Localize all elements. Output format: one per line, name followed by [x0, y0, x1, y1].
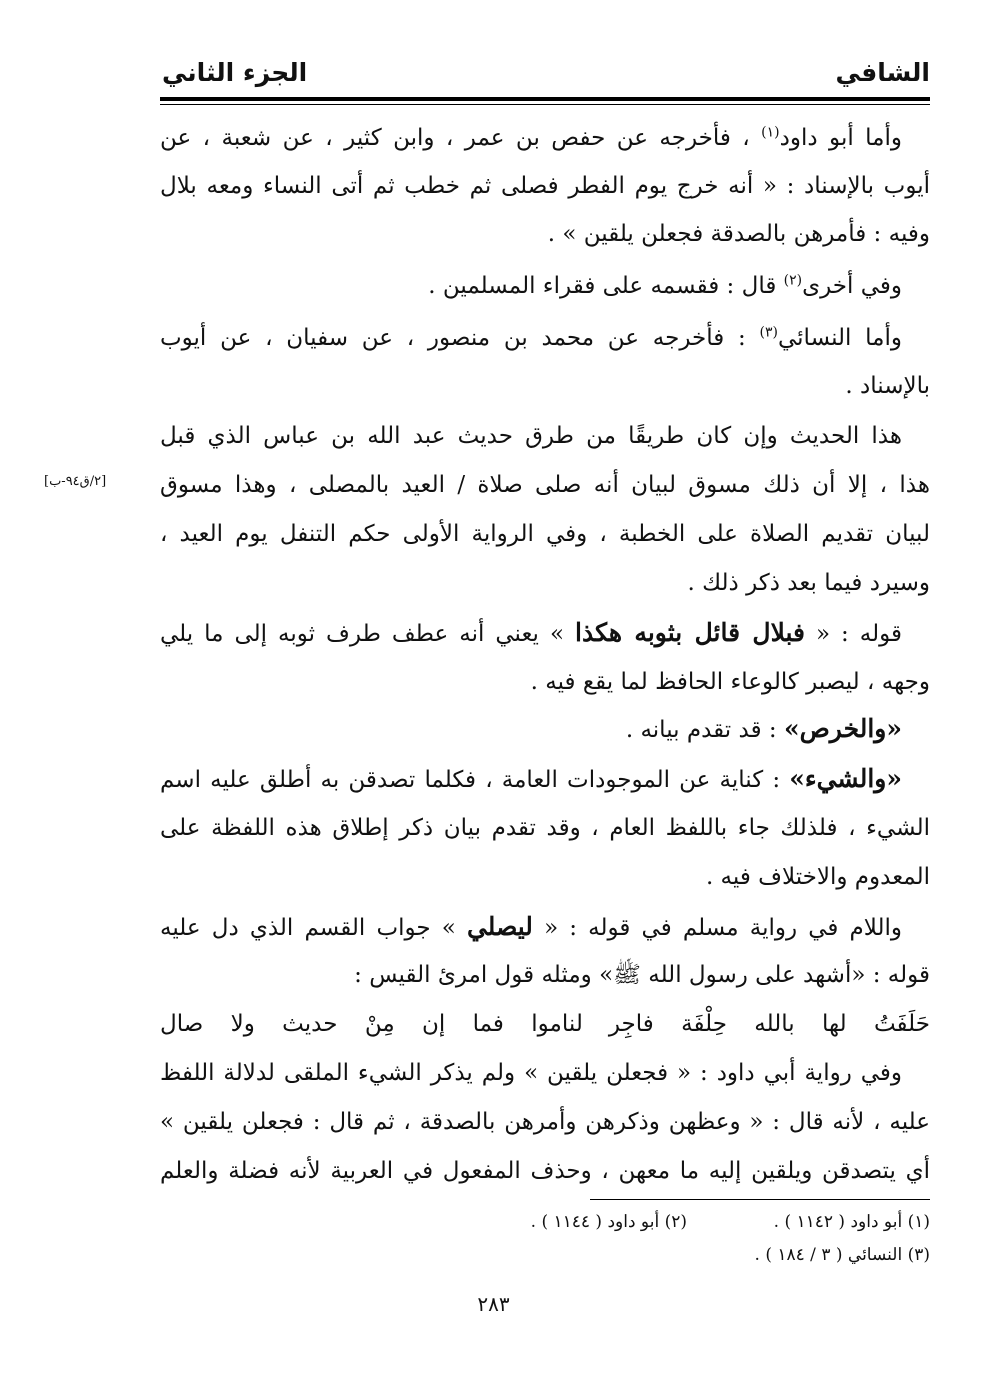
text-line: المعدوم والاختلاف فيه . — [705, 864, 930, 890]
text-line: قوله : «أشهد على رسول الله ﷺ» ومثله قول امرئ القيس : — [354, 962, 930, 988]
poetry-verse — [160, 1000, 930, 1048]
page-number: ٢٨٣ — [477, 1292, 510, 1316]
text-line: عليه ، لأنه قال : « وعظهن وذكرهن وأمرهن بالصدقة ، ثم قال : فجعلن يلقين » — [160, 1109, 930, 1135]
text-line: أيوب بالإسناد : « أنه خرج يوم الفطر فصلى ثم خطب ثم أتى النساء ومعه بلال — [160, 173, 930, 199]
footnote-ref: (٣) — [759, 324, 778, 341]
footnote: (١) أبو داود ( ١١٤٢ ) . — [773, 1212, 930, 1232]
text-line: وفي رواية أبي داود : « فجعلن يلقين » ولم يذكر الشيء الملقى لدلالة اللفظ — [160, 1060, 902, 1086]
text-line: لبيان تقديم الصلاة على الخطبة ، وفي الرواية الأولى حكم التنفل يوم العيد ، — [160, 521, 930, 547]
text-line: الشيء ، فلذلك جاء باللفظ العام ، وقد تقدم بيان ذكر إطلاق هذه اللفظة على — [160, 815, 930, 841]
footnote: (٢) أبو داود ( ١١٤٤ ) . — [530, 1212, 687, 1232]
text-line: هذا ، إلا أن ذلك مسوق لبيان أنه صلى صلاة / العيد بالمصلى ، وهذا مسوق — [160, 472, 930, 498]
text-line: وأما النسائي$^{(٣)}$ : فأخرجه عن محمد بن منصور ، عن سفيان ، عن أيوب — [160, 324, 902, 351]
manuscript-folio-note: [٢/ق٩٤-ب] — [44, 474, 107, 489]
lemma: «والخرص» — [783, 714, 902, 743]
footnote-separator — [590, 1199, 930, 1200]
text-line: أي يتصدقن ويلقين إليه ما معهن ، وحذف المفعول في العربية لأنه فضلة والعلم — [160, 1158, 930, 1184]
text-line: «والشيء» : كناية عن الموجودات العامة ، فكلما تصدقن به أطلق عليه اسم — [160, 764, 902, 793]
text-line: قوله : « فبلال قائل بثوبه هكذا » يعني أنه عطف طرف ثوبه إلى ما يلي — [160, 618, 903, 647]
quoted-word: ليصلي — [466, 912, 533, 941]
text-line: هذا الحديث وإن كان طريقًا من طرق حديث عبد الله بن عباس الذي قبل — [160, 423, 902, 449]
text-line: «والخرص» : قد تقدم بيانه . — [625, 714, 902, 743]
footnote: (٣) النسائي ( ٣ / ١٨٤ ) . — [754, 1245, 930, 1265]
text-line: وفي أخرى$^{(٢)}$ قال : فقسمه على فقراء المسلمين . — [428, 272, 902, 299]
verse-first-hemistich: حَلَفَتُ لها بالله حِلْفَة فاجِر — [608, 1011, 930, 1037]
text-line: بالإسناد . — [845, 373, 930, 399]
text-line: وجهه ، ليصبر كالوعاء الحافظ لما يقع فيه . — [530, 669, 930, 695]
footnote-ref: (٢) — [783, 272, 803, 289]
text-line: وفيه : فأمرهن بالصدقة فجعلن يلقين » . — [547, 221, 930, 247]
running-title: الشافي — [835, 58, 930, 87]
volume-title: الجزء الثاني — [162, 58, 308, 87]
verse-second-hemistich: لناموا فما إن مِنْ حديث ولا صال — [160, 1011, 583, 1037]
text-line: وأما أبو داود$^{(١)}$ ، فأخرجه عن حفص بن عمر ، وابن كثير ، عن شعبة ، عن — [160, 124, 902, 151]
footnote-ref: (١) — [761, 124, 780, 141]
header-rule-thin — [160, 104, 930, 105]
quoted-phrase: فبلال قائل بثوبه هكذا — [575, 618, 806, 647]
header-rule-thick — [160, 97, 930, 101]
text-line: واللام في رواية مسلم في قوله : « ليصلي » جواب القسم الذي دل عليه — [160, 912, 902, 941]
text-line: وسيرد فيما بعد ذكر ذلك . — [687, 570, 930, 596]
lemma: «والشيء» — [789, 764, 902, 793]
